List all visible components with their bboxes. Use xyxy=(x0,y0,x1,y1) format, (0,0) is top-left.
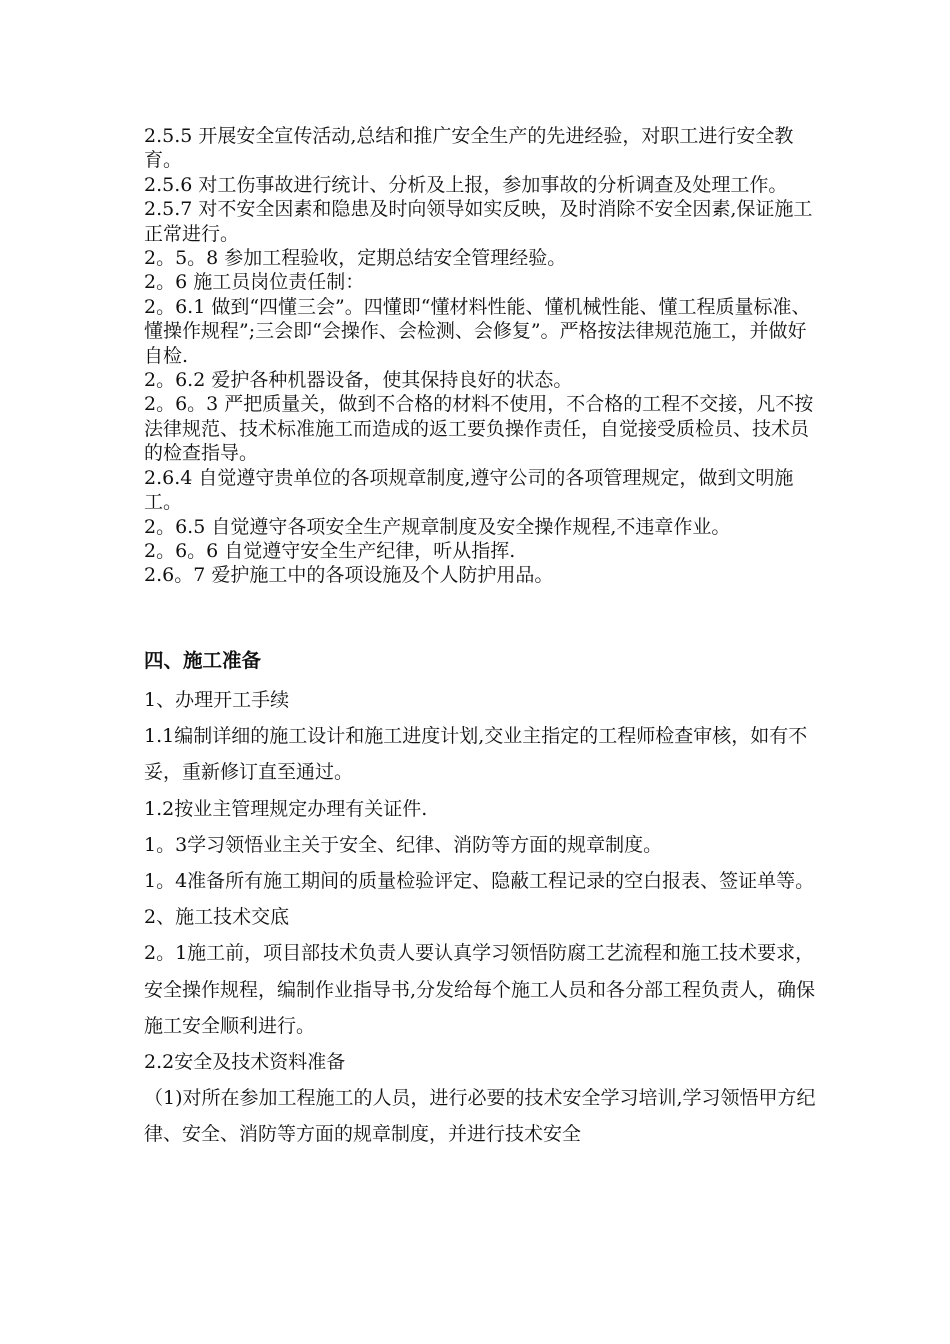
clause-2-6-1: 2。6.1 做到“四懂三会”。四懂即“懂材料性能、懂机械性能、懂工程质量标准、懂操作规程”;三会即“会操作、会检测、会修复”。严格按法律规范施工，并做好自检. xyxy=(144,295,811,367)
preparation-section xyxy=(144,682,816,1153)
clause-2-5-5: 2.5.5 开展安全宣传活动,总结和推广安全生产的先进经验，对职工进行安全教育。 xyxy=(144,125,794,172)
clause-2-5-6: 2.5.6 对工伤事故进行统计、分析及上报，参加事故的分析调查及处理工作。 xyxy=(144,173,788,196)
subheading-startup-procedures: 1、办理开工手续 xyxy=(144,689,290,711)
clause-2-6-2: 2。6.2 爱护各种机器设备，使其保持良好的状态。 xyxy=(144,369,573,392)
item-1-1: 1.1编制详细的施工设计和施工进度计划,交业主指定的工程师检查审核，如有不妥，重新修订直至通过。 xyxy=(144,725,808,784)
item-1-4: 1。4准备所有施工期间的质量检验评定、隐蔽工程记录的空白报表、签证单等。 xyxy=(144,870,815,893)
clause-2-6-4: 2.6.4 自觉遵守贵单位的各项规章制度,遵守公司的各项管理规定，做到文明施工。 xyxy=(144,466,794,514)
item-2-1: 2。1施工前，项目部技术负责人要认真学习领悟防腐工艺流程和施工技术要求，安全操作规程，编制作业指导书,分发给每个施工人员和各分部工程负责人，确保施工安全顺利进行。 xyxy=(144,942,816,1037)
clause-2-6-6: 2。6。6 自觉遵守安全生产纪律，听从指挥. xyxy=(144,539,516,562)
clause-2-6-5: 2。6.5 自觉遵守各项安全生产规章制度及安全操作规程,不违章作业。 xyxy=(144,515,731,538)
clause-2-6-7: 2.6。7 爱护施工中的各项设施及个人防护用品。 xyxy=(144,564,554,587)
item-1-3: 1。3学习领悟业主关于安全、纪律、消防等方面的规章制度。 xyxy=(144,833,663,856)
clause-2-5-7: 2.5.7 对不安全因素和隐患及时向领导如实反映，及时消除不安全因素,保证施工正常进行。 xyxy=(144,198,813,245)
item-1-2: 1.2按业主管理规定办理有关证件. xyxy=(144,797,428,820)
item-2-2: 2.2安全及技术资料准备 xyxy=(144,1051,346,1074)
item-2-2-1: （1)对所在参加工程施工的人员，进行必要的技术安全学习培训,学习领悟甲方纪律、安全、消防等方面的规章制度，并进行技术安全 xyxy=(144,1087,816,1146)
clause-2-6-3: 2。6。3 严把质量关，做到不合格的材料不使用，不合格的工程不交接，凡不按法律规范、技术标准施工而造成的返工要负操作责任，自觉接受质检员、技术员的检查指导。 xyxy=(144,393,814,465)
subheading-technical-briefing: 2、施工技术交底 xyxy=(144,906,290,929)
clause-2-5-8: 2。5。8 参加工程验收，定期总结安全管理经验。 xyxy=(144,247,567,270)
clause-2-6: 2。6 施工员岗位责任制： xyxy=(144,271,365,294)
section-heading: 四、施工准备 xyxy=(144,649,262,672)
responsibility-clauses xyxy=(144,124,816,588)
